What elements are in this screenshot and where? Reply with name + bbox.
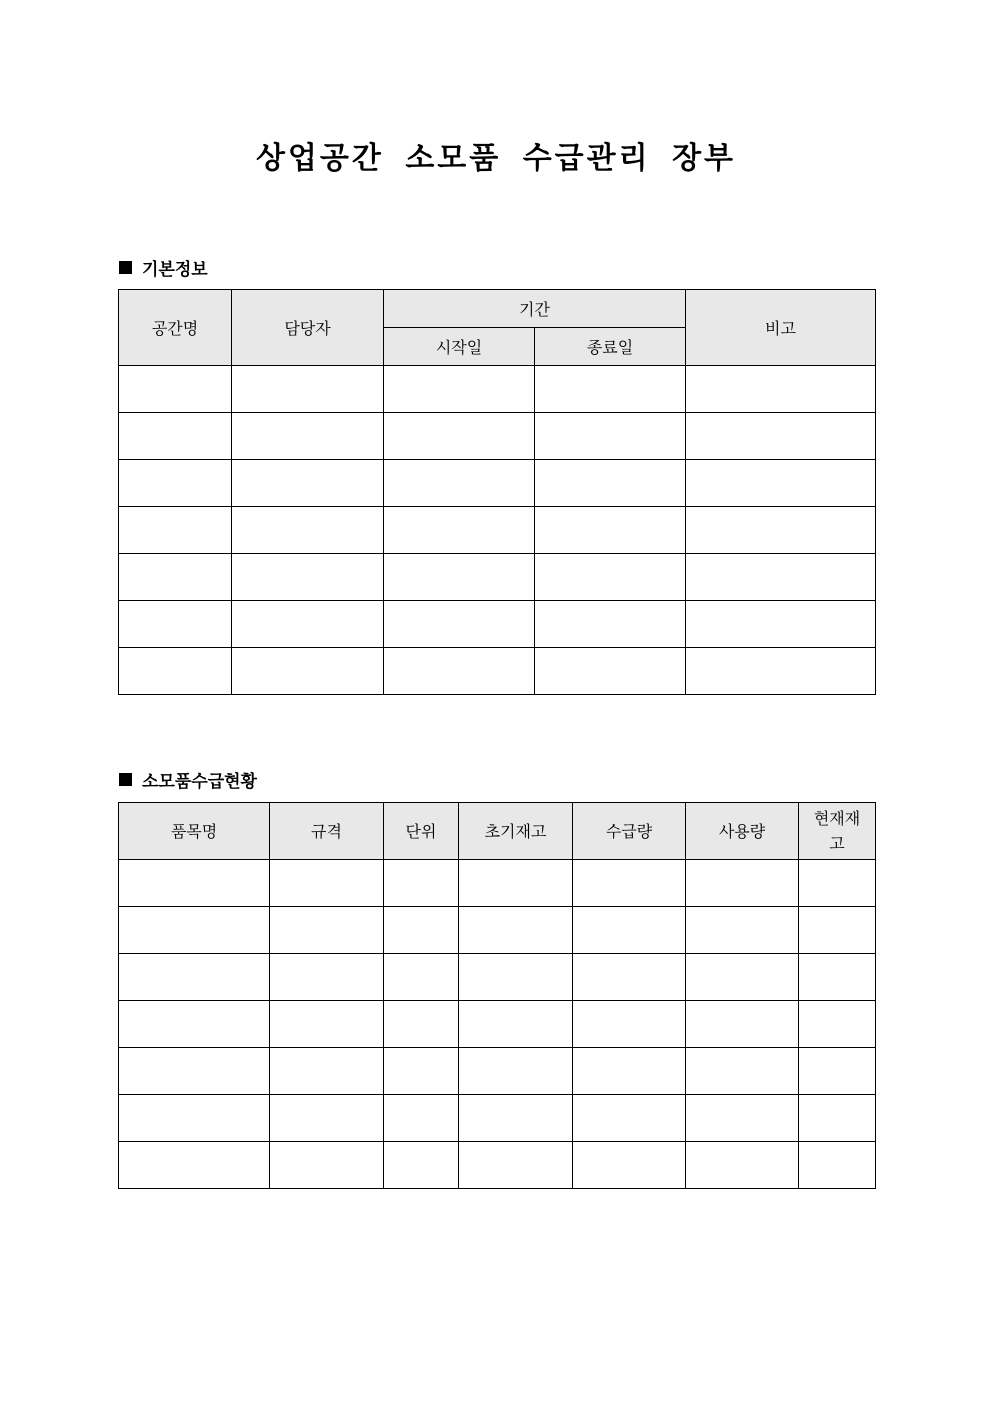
table-cell[interactable] bbox=[384, 601, 535, 648]
table-row bbox=[119, 648, 876, 695]
table-cell[interactable] bbox=[573, 1142, 686, 1189]
table-cell[interactable] bbox=[384, 860, 459, 907]
table-cell[interactable] bbox=[384, 554, 535, 601]
table-cell[interactable] bbox=[799, 907, 876, 954]
table-cell[interactable] bbox=[573, 860, 686, 907]
table-row bbox=[119, 601, 876, 648]
header-supply-qty: 수급량 bbox=[573, 803, 686, 860]
table-row bbox=[119, 413, 876, 460]
table-cell[interactable] bbox=[119, 1001, 270, 1048]
table-cell[interactable] bbox=[270, 1048, 384, 1095]
table-cell[interactable] bbox=[119, 907, 270, 954]
header-usage-qty: 사용량 bbox=[686, 803, 799, 860]
table-cell[interactable] bbox=[686, 1001, 799, 1048]
table-cell[interactable] bbox=[799, 1048, 876, 1095]
table-row bbox=[119, 1048, 876, 1095]
table-cell[interactable] bbox=[535, 507, 686, 554]
table-cell[interactable] bbox=[384, 1001, 459, 1048]
section-heading-label: 소모품수급현황 bbox=[142, 772, 257, 792]
table-cell[interactable] bbox=[799, 1142, 876, 1189]
table-cell[interactable] bbox=[535, 648, 686, 695]
table-cell[interactable] bbox=[459, 907, 573, 954]
table-cell[interactable] bbox=[119, 601, 232, 648]
table-cell[interactable] bbox=[270, 954, 384, 1001]
table-cell[interactable] bbox=[384, 507, 535, 554]
square-bullet-icon bbox=[119, 261, 132, 274]
section-heading-basic-info bbox=[119, 255, 208, 280]
table-cell[interactable] bbox=[686, 554, 876, 601]
table-cell[interactable] bbox=[270, 907, 384, 954]
table-cell[interactable] bbox=[270, 1142, 384, 1189]
table-cell[interactable] bbox=[535, 554, 686, 601]
table-cell[interactable] bbox=[686, 1048, 799, 1095]
table-cell[interactable] bbox=[119, 954, 270, 1001]
table-cell[interactable] bbox=[686, 413, 876, 460]
table-cell[interactable] bbox=[459, 1095, 573, 1142]
table-cell[interactable] bbox=[384, 460, 535, 507]
table-row bbox=[119, 554, 876, 601]
table-cell[interactable] bbox=[686, 648, 876, 695]
header-space-name: 공간명 bbox=[119, 290, 232, 366]
table-cell[interactable] bbox=[535, 413, 686, 460]
basic-info-table bbox=[118, 289, 876, 695]
table-cell[interactable] bbox=[573, 1048, 686, 1095]
section-heading-supply-status bbox=[119, 767, 257, 792]
header-current-stock: 현재재고 bbox=[799, 803, 876, 860]
header-remarks: 비고 bbox=[686, 290, 876, 366]
table-cell[interactable] bbox=[119, 860, 270, 907]
table-cell[interactable] bbox=[119, 413, 232, 460]
table-cell[interactable] bbox=[119, 1095, 270, 1142]
table-cell[interactable] bbox=[686, 954, 799, 1001]
table-cell[interactable] bbox=[535, 366, 686, 413]
table-cell[interactable] bbox=[232, 507, 384, 554]
table-cell[interactable] bbox=[119, 554, 232, 601]
table-cell[interactable] bbox=[459, 1048, 573, 1095]
table-cell[interactable] bbox=[232, 413, 384, 460]
table-cell[interactable] bbox=[119, 460, 232, 507]
table-cell[interactable] bbox=[686, 1095, 799, 1142]
header-period: 기간 bbox=[384, 290, 686, 328]
header-spec: 규격 bbox=[270, 803, 384, 860]
table-cell[interactable] bbox=[686, 601, 876, 648]
table-cell[interactable] bbox=[232, 648, 384, 695]
table-cell[interactable] bbox=[686, 907, 799, 954]
square-bullet-icon bbox=[119, 773, 132, 786]
table-row bbox=[119, 860, 876, 907]
table-cell[interactable] bbox=[384, 954, 459, 1001]
table-cell[interactable] bbox=[573, 954, 686, 1001]
table-row bbox=[119, 1142, 876, 1189]
table-cell[interactable] bbox=[535, 460, 686, 507]
table-row bbox=[119, 954, 876, 1001]
header-item-name: 품목명 bbox=[119, 803, 270, 860]
table-row bbox=[119, 907, 876, 954]
table-cell[interactable] bbox=[270, 1095, 384, 1142]
table-cell[interactable] bbox=[270, 1001, 384, 1048]
table-cell[interactable] bbox=[535, 601, 686, 648]
table-cell[interactable] bbox=[573, 1095, 686, 1142]
table-cell[interactable] bbox=[384, 1048, 459, 1095]
table-cell[interactable] bbox=[459, 1001, 573, 1048]
table-cell[interactable] bbox=[270, 860, 384, 907]
table-cell[interactable] bbox=[686, 860, 799, 907]
table-cell[interactable] bbox=[799, 860, 876, 907]
table-cell[interactable] bbox=[573, 1001, 686, 1048]
table-row bbox=[119, 1001, 876, 1048]
table-row bbox=[119, 1095, 876, 1142]
table-cell[interactable] bbox=[686, 460, 876, 507]
document-title: 상업공간 소모품 수급관리 장부 bbox=[255, 141, 737, 176]
table-cell[interactable] bbox=[119, 507, 232, 554]
table-cell[interactable] bbox=[686, 1142, 799, 1189]
table-row bbox=[119, 507, 876, 554]
table-cell[interactable] bbox=[384, 366, 535, 413]
header-end-date: 종료일 bbox=[535, 328, 686, 366]
header-manager: 담당자 bbox=[232, 290, 384, 366]
table-row bbox=[119, 460, 876, 507]
header-unit: 단위 bbox=[384, 803, 459, 860]
table-cell[interactable] bbox=[232, 366, 384, 413]
table-cell[interactable] bbox=[799, 1001, 876, 1048]
table-cell[interactable] bbox=[232, 554, 384, 601]
table-row bbox=[119, 366, 876, 413]
table-cell[interactable] bbox=[232, 460, 384, 507]
table-cell[interactable] bbox=[799, 954, 876, 1001]
table-cell[interactable] bbox=[119, 648, 232, 695]
table-cell[interactable] bbox=[686, 366, 876, 413]
table-cell[interactable] bbox=[384, 413, 535, 460]
table-cell[interactable] bbox=[573, 907, 686, 954]
table-cell[interactable] bbox=[232, 601, 384, 648]
header-initial-stock: 초기재고 bbox=[459, 803, 573, 860]
table-cell[interactable] bbox=[384, 648, 535, 695]
table-cell[interactable] bbox=[384, 1142, 459, 1189]
table-cell[interactable] bbox=[384, 1095, 459, 1142]
table-cell[interactable] bbox=[119, 1048, 270, 1095]
table-cell[interactable] bbox=[119, 366, 232, 413]
header-start-date: 시작일 bbox=[384, 328, 535, 366]
table-cell[interactable] bbox=[119, 1142, 270, 1189]
table-cell[interactable] bbox=[459, 1142, 573, 1189]
table-cell[interactable] bbox=[384, 907, 459, 954]
table-cell[interactable] bbox=[459, 954, 573, 1001]
table-cell[interactable] bbox=[459, 860, 573, 907]
table-cell[interactable] bbox=[799, 1095, 876, 1142]
section-heading-label: 기본정보 bbox=[142, 260, 208, 280]
table-cell[interactable] bbox=[686, 507, 876, 554]
supply-status-table bbox=[118, 802, 876, 1189]
